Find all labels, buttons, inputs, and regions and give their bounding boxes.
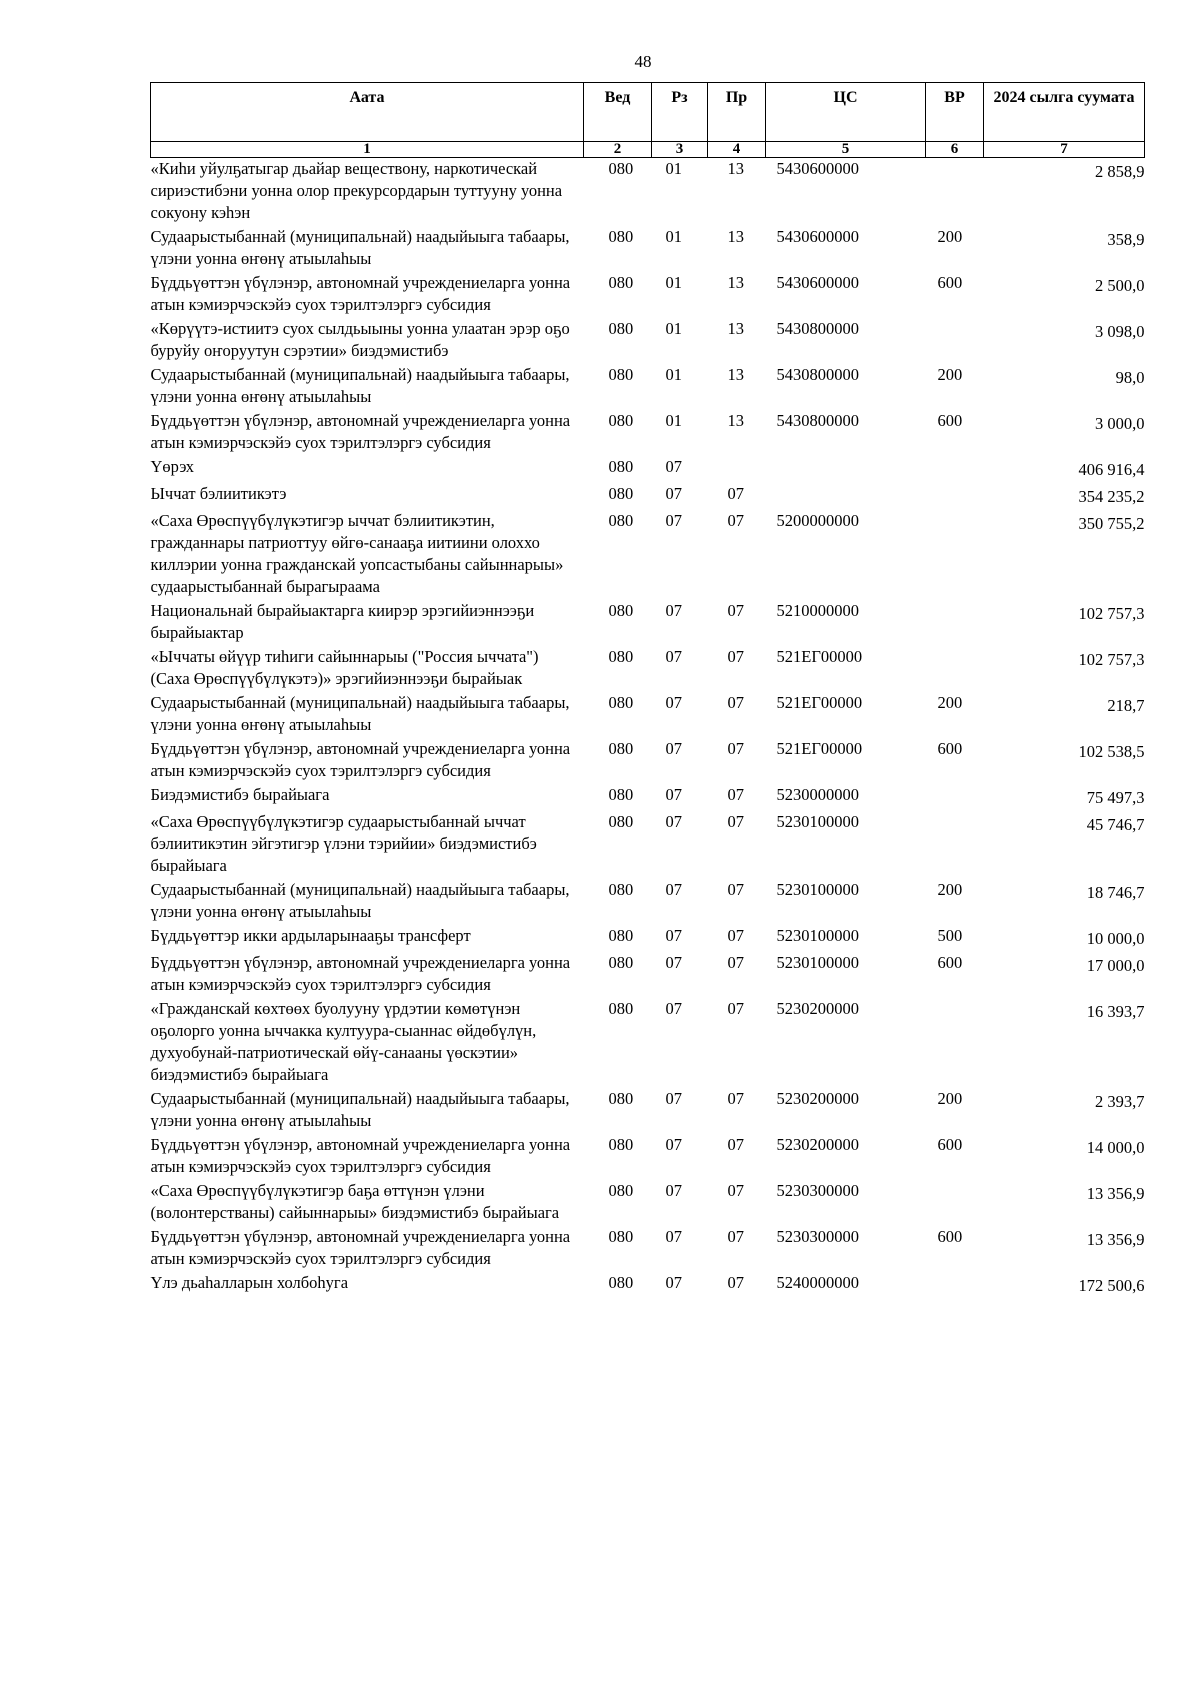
cell-cs: 5230000000: [776, 785, 859, 804]
cell-rz: 01: [665, 365, 682, 384]
cell-name: Бүддьүөттэн үбүлэнэр, автономнай учреждениеларга уонна атын кэмиэрчэскэйэ суох тэрилтэлэргэ субсидия: [150, 1135, 571, 1176]
cell-rz: 01: [665, 411, 682, 430]
cell-ved: 080: [608, 1135, 634, 1154]
cell-sum: 98,0: [1115, 368, 1145, 387]
column-number: 5: [766, 142, 926, 158]
cell-rz: 07: [665, 999, 682, 1018]
cell-vr: [926, 1180, 984, 1226]
cell-pr: 07: [727, 926, 744, 945]
header-aata: Аата: [151, 83, 584, 142]
cell-vr: 600: [937, 411, 963, 430]
cell-name: «Ыччаты өйүүр тиhиги сайыннарыы ("Россия ыччата") (Саха Өрөспүүбүлүкэтэ)» эрэгийиэннээҕи бырайыак: [150, 647, 539, 688]
cell-vr: 200: [937, 227, 963, 246]
cell-cs: 5430800000: [776, 411, 859, 430]
cell-ved: 080: [608, 319, 634, 338]
cell-cs: 5230100000: [776, 880, 859, 899]
cell-vr: [926, 483, 984, 510]
cell-cs: 521ЕГ00000: [776, 739, 863, 758]
cell-name: «Киhи уйулҕатыгар дьайар веществону, наркотическай сириэстибэни уонна олор прекурсордарын туттууну уонна сокуону кэhэн: [150, 159, 563, 222]
cell-ved: 080: [608, 511, 634, 530]
column-number: 6: [926, 142, 984, 158]
cell-rz: 07: [665, 1135, 682, 1154]
cell-ved: 080: [608, 411, 634, 430]
cell-sum: 18 746,7: [1086, 883, 1145, 902]
table-row: [151, 1088, 1145, 1134]
table-row: [151, 158, 1145, 227]
cell-cs: 5430800000: [776, 319, 859, 338]
cell-pr: 07: [727, 999, 744, 1018]
cell-rz: 07: [665, 693, 682, 712]
cell-name: Судаарыстыбаннай (муниципальнай) наадыйыыга табаары, үлэни уонна өҥөнү атыылаhыы: [150, 880, 570, 921]
cell-vr: [926, 158, 984, 227]
cell-cs: 5230300000: [776, 1181, 859, 1200]
cell-name: Бүддьүөттэн үбүлэнэр, автономнай учреждениеларга уонна атын кэмиэрчэскэйэ суох тэрилтэлэргэ субсидия: [150, 1227, 571, 1268]
cell-pr: 07: [727, 1227, 744, 1246]
cell-name: «Саха Өрөспүүбүлүкэтигэр ыччат бэлиитикэтин, гражданнары патриоттуу өйгө-санааҕа иитиини олоххо киллэрии уонна гражданскай уопсастыбаны сайыннарыы» судаарыстыбаннай бырагыраама: [150, 511, 564, 596]
cell-vr: 600: [937, 953, 963, 972]
table-row: [151, 1226, 1145, 1272]
cell-ved: 080: [608, 365, 634, 384]
table-row: [151, 646, 1145, 692]
column-number: 7: [984, 142, 1145, 158]
header-pr: Пр: [708, 83, 766, 142]
cell-sum: 2 393,7: [1095, 1092, 1145, 1111]
cell-vr: [926, 784, 984, 811]
cell-ved: 080: [608, 926, 634, 945]
cell-pr: 07: [727, 511, 744, 530]
table-row: [151, 738, 1145, 784]
cell-name: Үлэ дьаhалларын холбоhуга: [150, 1273, 349, 1292]
cell-vr: 600: [937, 273, 963, 292]
cell-vr: [926, 510, 984, 600]
cell-pr: 07: [727, 601, 744, 620]
table-row: [151, 456, 1145, 483]
cell-sum: 2 500,0: [1095, 276, 1145, 295]
cell-rz: 01: [665, 227, 682, 246]
cell-pr: 07: [727, 953, 744, 972]
cell-rz: 07: [665, 484, 682, 503]
cell-sum: 406 916,4: [1078, 460, 1145, 479]
cell-ved: 080: [608, 273, 634, 292]
header-cs: ЦС: [766, 83, 926, 142]
cell-name: Судаарыстыбаннай (муниципальнай) наадыйыыга табаары, үлэни уонна өҥөнү атыылаhыы: [150, 693, 570, 734]
cell-cs: 5230200000: [776, 1135, 859, 1154]
cell-rz: 07: [665, 511, 682, 530]
table-row: [151, 410, 1145, 456]
cell-vr: 600: [937, 739, 963, 758]
cell-rz: 07: [665, 601, 682, 620]
cell-vr: 200: [937, 880, 963, 899]
cell-ved: 080: [608, 1227, 634, 1246]
header-rz: Рз: [652, 83, 708, 142]
cell-vr: [926, 600, 984, 646]
table-row: [151, 364, 1145, 410]
cell-name: Биэдэмистибэ бырайыага: [150, 785, 330, 804]
cell-name: Бүддьүөттэн үбүлэнэр, автономнай учреждениеларга уонна атын кэмиэрчэскэйэ суох тэрилтэлэргэ субсидия: [150, 273, 571, 314]
cell-cs: 521ЕГ00000: [776, 693, 863, 712]
cell-name: Ыччат бэлиитикэтэ: [150, 484, 287, 503]
table-row: [151, 1272, 1145, 1299]
cell-pr: 07: [727, 739, 744, 758]
cell-vr: [926, 1272, 984, 1299]
cell-name: «Көрүүтэ-истиитэ суох сылдьыыны уонна улаатан эрэр оҕо буруйу оҥоруутун сэрэтии» биэдэмистибэ: [150, 319, 570, 360]
cell-pr: 07: [727, 484, 744, 503]
cell-cs: 5230100000: [776, 953, 859, 972]
cell-sum: 17 000,0: [1086, 956, 1145, 975]
cell-ved: 080: [608, 693, 634, 712]
budget-table: [150, 82, 1145, 1299]
cell-rz: 07: [665, 1227, 682, 1246]
cell-vr: 200: [937, 365, 963, 384]
table-row: [151, 784, 1145, 811]
cell-name: «Саха Өрөспүүбүлүкэтигэр баҕа өттүнэн үлэни (волонтерстваны) сайыннарыы» биэдэмистибэ бырайыага: [150, 1181, 560, 1222]
cell-pr: 07: [727, 647, 744, 666]
cell-cs: 5230100000: [776, 812, 859, 831]
cell-rz: 07: [665, 1181, 682, 1200]
cell-ved: 080: [608, 812, 634, 831]
cell-vr: 600: [937, 1227, 963, 1246]
cell-pr: 13: [727, 411, 744, 430]
table-row: [151, 811, 1145, 879]
cell-name: «Саха Өрөспүүбүлүкэтигэр судаарыстыбаннай ыччат бэлиитикэтин эйгэтигэр үлэни тэрийии» биэдэмистибэ бырайыага: [150, 812, 537, 875]
cell-pr: 13: [727, 227, 744, 246]
table-row: [151, 925, 1145, 952]
cell-sum: 102 757,3: [1078, 604, 1145, 623]
cell-name: Бүддьүөттэн үбүлэнэр, автономнай учреждениеларга уонна атын кэмиэрчэскэйэ суох тэрилтэлэргэ субсидия: [150, 739, 571, 780]
cell-rz: 07: [665, 812, 682, 831]
cell-vr: 500: [937, 926, 963, 945]
cell-name: Үөрэх: [150, 457, 195, 476]
table-header: [151, 83, 1145, 158]
table-row: [151, 998, 1145, 1088]
cell-rz: 07: [665, 785, 682, 804]
cell-vr: 200: [937, 1089, 963, 1108]
cell-name: Судаарыстыбаннай (муниципальнай) наадыйыыга табаары, үлэни уонна өҥөнү атыылаhыы: [150, 227, 570, 268]
cell-pr: 07: [727, 880, 744, 899]
header-ved: Вед: [584, 83, 652, 142]
table-row: [151, 226, 1145, 272]
cell-cs: [766, 483, 926, 510]
cell-pr: [708, 456, 766, 483]
cell-vr: 200: [937, 693, 963, 712]
header-sum: 2024 сылга суумата: [984, 83, 1145, 142]
cell-ved: 080: [608, 227, 634, 246]
cell-vr: [926, 318, 984, 364]
cell-sum: 10 000,0: [1086, 929, 1145, 948]
cell-name: Судаарыстыбаннай (муниципальнай) наадыйыыга табаары, үлэни уонна өҥөнү атыылаhыы: [150, 1089, 570, 1130]
header-row: [151, 83, 1145, 142]
column-number: 3: [652, 142, 708, 158]
cell-sum: 102 538,5: [1078, 742, 1145, 761]
cell-ved: 080: [608, 484, 634, 503]
cell-sum: 75 497,3: [1086, 788, 1145, 807]
cell-pr: 13: [727, 273, 744, 292]
cell-pr: 07: [727, 693, 744, 712]
cell-cs: 5430600000: [776, 227, 859, 246]
header-vr: ВР: [926, 83, 984, 142]
cell-sum: 3 000,0: [1095, 414, 1145, 433]
cell-sum: 3 098,0: [1095, 322, 1145, 341]
cell-cs: 5230100000: [776, 926, 859, 945]
cell-ved: 080: [608, 785, 634, 804]
page-number: 48: [634, 52, 652, 71]
table-row: [151, 1180, 1145, 1226]
table-row: [151, 483, 1145, 510]
cell-sum: 14 000,0: [1086, 1138, 1145, 1157]
cell-rz: 01: [665, 159, 682, 178]
cell-sum: 102 757,3: [1078, 650, 1145, 669]
cell-ved: 080: [608, 457, 634, 476]
cell-cs: 5430600000: [776, 273, 859, 292]
cell-cs: 5240000000: [776, 1273, 859, 1292]
cell-vr: [926, 456, 984, 483]
cell-rz: 01: [665, 273, 682, 292]
cell-pr: 07: [727, 1181, 744, 1200]
cell-sum: 354 235,2: [1078, 487, 1145, 506]
cell-ved: 080: [608, 1089, 634, 1108]
cell-name: Судаарыстыбаннай (муниципальнай) наадыйыыга табаары, үлэни уонна өҥөнү атыылаhыы: [150, 365, 570, 406]
cell-sum: 16 393,7: [1086, 1002, 1145, 1021]
cell-rz: 07: [665, 1273, 682, 1292]
cell-sum: 350 755,2: [1078, 514, 1145, 533]
column-number: 2: [584, 142, 652, 158]
cell-vr: [926, 998, 984, 1088]
cell-pr: 07: [727, 812, 744, 831]
cell-ved: 080: [608, 880, 634, 899]
cell-ved: 080: [608, 739, 634, 758]
cell-cs: 5230200000: [776, 1089, 859, 1108]
column-number-row: [151, 142, 1145, 158]
cell-cs: 5430800000: [776, 365, 859, 384]
cell-cs: 521ЕГ00000: [776, 647, 863, 666]
cell-pr: 13: [727, 159, 744, 178]
cell-ved: 080: [608, 953, 634, 972]
cell-sum: 2 858,9: [1095, 162, 1145, 181]
cell-rz: 07: [665, 457, 682, 476]
cell-pr: 07: [727, 1273, 744, 1292]
table-row: [151, 600, 1145, 646]
cell-rz: 07: [665, 739, 682, 758]
cell-rz: 07: [665, 953, 682, 972]
cell-ved: 080: [608, 601, 634, 620]
cell-name: Бүддьүөттэн үбүлэнэр, автономнай учреждениеларга уонна атын кэмиэрчэскэйэ суох тэрилтэлэргэ субсидия: [150, 953, 571, 994]
cell-name: Бүддьүөттэн үбүлэнэр, автономнай учреждениеларга уонна атын кэмиэрчэскэйэ суох тэрилтэлэргэ субсидия: [150, 411, 571, 452]
cell-pr: 07: [727, 1135, 744, 1154]
cell-name: Бүддьүөттэр икки ардыларынааҕы трансферт: [150, 926, 471, 945]
table-row: [151, 318, 1145, 364]
cell-sum: 13 356,9: [1086, 1230, 1145, 1249]
table-row: [151, 272, 1145, 318]
cell-pr: 07: [727, 785, 744, 804]
cell-name: Национальнай бырайыактарга киирэр эрэгийиэннээҕи бырайыактар: [150, 601, 535, 642]
cell-cs: 5230300000: [776, 1227, 859, 1246]
cell-cs: [766, 456, 926, 483]
cell-name: «Гражданскай көхтөөх буолууну үрдэтии көмөтүнэн оҕолорго уонна ыччакка култуура-сыаннас өйдөбүлүн, духуобунай-патриотическай өйү-санааны үөскэтии» биэдэмистибэ бырайыага: [150, 999, 537, 1084]
cell-vr: [926, 646, 984, 692]
table-row: [151, 879, 1145, 925]
cell-rz: 07: [665, 647, 682, 666]
cell-cs: 5210000000: [776, 601, 859, 620]
cell-sum: 172 500,6: [1078, 1276, 1145, 1295]
cell-ved: 080: [608, 1181, 634, 1200]
cell-ved: 080: [608, 159, 634, 178]
cell-rz: 07: [665, 880, 682, 899]
table-row: [151, 952, 1145, 998]
table-row: [151, 510, 1145, 600]
cell-ved: 080: [608, 647, 634, 666]
table-body: [151, 158, 1145, 1300]
cell-vr: 600: [937, 1135, 963, 1154]
column-number: 1: [151, 142, 584, 158]
cell-ved: 080: [608, 999, 634, 1018]
cell-sum: 13 356,9: [1086, 1184, 1145, 1203]
cell-rz: 07: [665, 926, 682, 945]
cell-pr: 13: [727, 319, 744, 338]
cell-pr: 13: [727, 365, 744, 384]
cell-pr: 07: [727, 1089, 744, 1108]
table-row: [151, 1134, 1145, 1180]
cell-cs: 5430600000: [776, 159, 859, 178]
cell-cs: 5200000000: [776, 511, 859, 530]
table-row: [151, 692, 1145, 738]
cell-ved: 080: [608, 1273, 634, 1292]
cell-sum: 218,7: [1107, 696, 1145, 715]
cell-sum: 45 746,7: [1086, 815, 1145, 834]
cell-sum: 358,9: [1107, 230, 1145, 249]
cell-vr: [926, 811, 984, 879]
cell-cs: 5230200000: [776, 999, 859, 1018]
column-number: 4: [708, 142, 766, 158]
cell-rz: 01: [665, 319, 682, 338]
cell-rz: 07: [665, 1089, 682, 1108]
